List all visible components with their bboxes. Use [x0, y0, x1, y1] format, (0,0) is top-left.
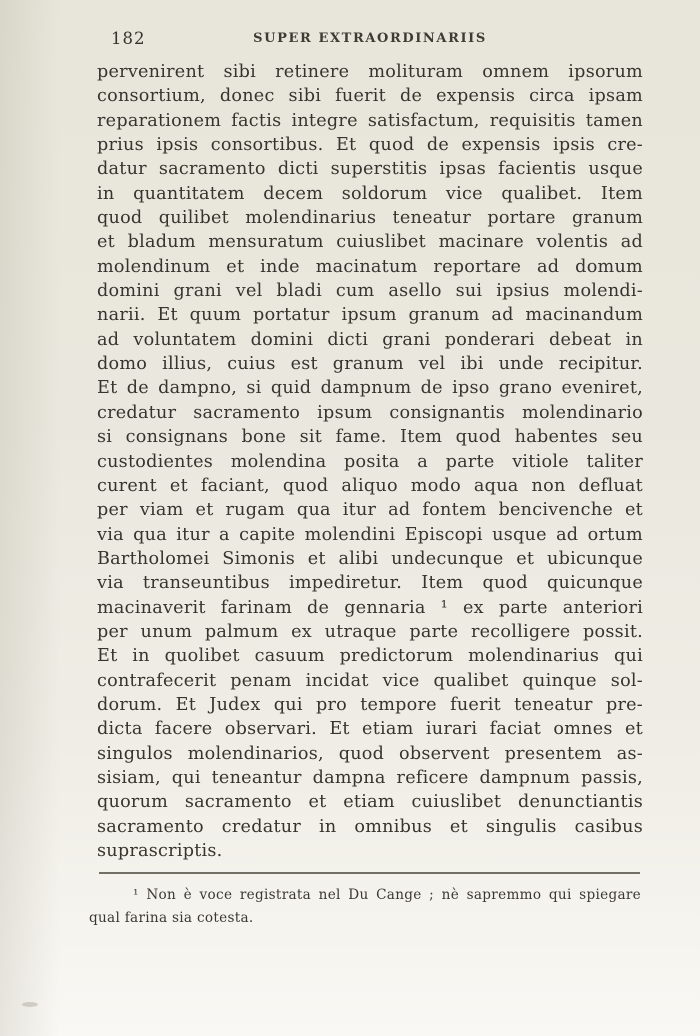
text-line: et bladum mensuratum cuiuslibet macinare volentis ad	[97, 232, 643, 253]
text-line: ad voluntatem domini dicti grani ponderari debeat in	[97, 329, 643, 350]
text-line: pervenirent sibi retinere molituram omnem ipsorum	[97, 62, 643, 82]
text-line: singulos molendinarios, quod observent presentem as-	[97, 743, 643, 764]
text-line: quorum sacramento et etiam cuiuslibet denunctiantis	[97, 792, 643, 813]
text-line: macinaverit farinam de gennaria ¹ ex parte anteriori	[97, 597, 643, 618]
text-line: Et in quolibet casuum predictorum molendinarius qui	[97, 646, 643, 667]
text-line: custodientes molendina posita a parte vitiole taliter	[97, 451, 643, 472]
text-line: credatur sacramento ipsum consignantis molendinario	[97, 402, 643, 423]
text-line: si consignans bone sit fame. Item quod habentes seu	[97, 427, 643, 448]
text-line: via transeuntibus impediretur. Item quod quicunque	[97, 573, 643, 594]
text-line: per viam et rugam qua itur ad fontem bencivenche et	[97, 500, 643, 521]
text-line: narii. Et quum portatur ipsum granum ad macinandum	[97, 305, 643, 326]
scan-artifact	[22, 1002, 38, 1007]
text-line: dorum. Et Judex qui pro tempore fuerit teneatur pre-	[97, 694, 643, 715]
footnote	[89, 884, 641, 929]
text-line: sisiam, qui teneantur dampna reficere dampnum passis,	[97, 767, 643, 788]
text-line: domo illius, cuius est granum vel ibi unde recipitur.	[97, 354, 643, 375]
running-title: SUPER EXTRAORDINARIIS	[253, 31, 487, 46]
text-line: via qua itur a capite molendini Episcopi usque ad ortum	[97, 524, 643, 545]
text-line: Et de dampno, si quid dampnum de ipso grano eveniret,	[97, 378, 643, 399]
text-line: in quantitatem decem soldorum vice qualibet. Item	[97, 183, 643, 204]
text-line: molendinum et inde macinatum reportare ad domum	[97, 256, 643, 277]
text-line: quod quilibet molendinarius teneatur portare granum	[97, 208, 643, 229]
text-line: dicta facere observari. Et etiam iurari faciat omnes et	[97, 719, 643, 740]
body-text	[97, 60, 643, 863]
text-line: reparationem factis integre satisfactum, requisitis tamen	[97, 110, 643, 131]
page-number: 182	[111, 29, 146, 48]
footnote-separator	[99, 872, 640, 874]
text-line: curent et faciant, quod aliquo modo aqua non defluat	[97, 475, 643, 496]
text-line: consortium, donec sibi fuerit de expensis circa ipsam	[97, 86, 643, 107]
footnote-line: qual farina sia cotesta.	[89, 909, 254, 926]
text-line: per unum palmum ex utraque parte recolligere possit.	[97, 621, 643, 642]
text-line: domini grani vel bladi cum asello sui ipsius molendi-	[97, 281, 643, 302]
footnote-line: ¹ Non è voce registrata nel Du Cange ; nè sapremmo qui spiegare	[133, 887, 641, 903]
running-head	[97, 29, 643, 49]
text-line: sacramento credatur in omnibus et singulis casibus	[97, 816, 643, 837]
text-line: contrafecerit penam incidat vice qualibet quinque sol-	[97, 670, 643, 691]
text-line: Bartholomei Simonis et alibi undecunque et ubicunque	[97, 548, 643, 569]
text-line: prius ipsis consortibus. Et quod de expensis ipsis cre-	[97, 135, 643, 156]
text-line: datur sacramento dicti superstitis ipsas facientis usque	[97, 159, 643, 180]
text-line: suprascriptis.	[97, 841, 223, 861]
